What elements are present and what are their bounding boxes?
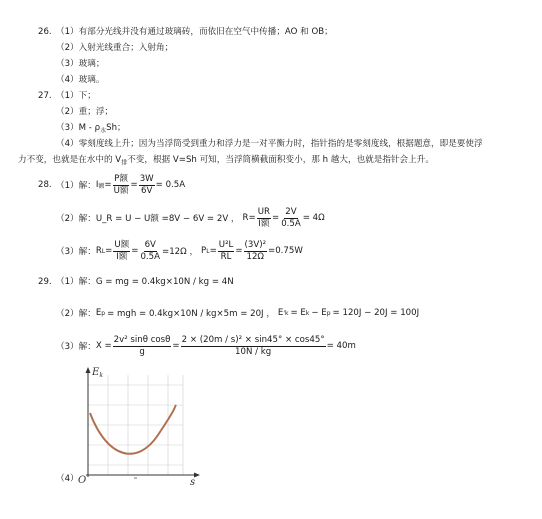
q28-part2: （2）解： U_R = U − U额 =8V − 6V = 2V ， R = $\frac{UR}{\text{I额}}$ = $\frac{2V}{0.5A}$ = 4Ω xyxy=(56,206,325,229)
q28-p1-result: = 0.5A xyxy=(155,180,186,190)
q28-p3-frac1: $\frac{\text{U额}}{\text{I额}}$ xyxy=(114,239,130,262)
q27-line4: （4）零刻度线上升；因为当浮筒受到重力和浮力是一对平衡力时，指针指的是零刻度线，根据题意，即是要使浮 xyxy=(56,139,483,149)
q26-line1: （1）有部分光线并没有通过玻璃砖，而依旧在空气中传播；AO 和 OB； xyxy=(56,27,333,37)
q29-p3-label: （3）解： xyxy=(56,342,96,352)
q28-p2-frac2: $\frac{2V}{0.5A}$ xyxy=(281,206,301,229)
q29-p3-result: = 40m xyxy=(326,341,356,351)
q29-p3-frac1: $\frac{\text{2v² sinθ cosθ}}{g}$ xyxy=(113,334,171,357)
q28-p1-lhs-sub: 额 xyxy=(98,182,105,190)
q29-part4-label: （4） xyxy=(56,474,79,484)
q27-line2: （2）重；浮； xyxy=(56,107,114,117)
q28-p2-text: U_R = U − U额 =8V − 6V = 2V ， xyxy=(95,214,240,224)
y-axis-arrow-icon xyxy=(86,367,91,373)
q26-line2: （2）入射光线重合；入射角； xyxy=(56,43,174,53)
q28-p1-frac1: $\frac{\text{P额}}{\text{U额}}$ xyxy=(113,173,129,196)
q28-p3-label: （3）解： xyxy=(56,247,96,257)
q27-number: 27. xyxy=(38,91,52,101)
q29-p3-frac2: $\frac{\text{2 × (20m / s)² × sin45° × cos45°}}{10N / kg}$ xyxy=(181,334,325,357)
origin-label: O xyxy=(78,475,87,485)
q27-line3-pre: （3）M - ρ xyxy=(56,123,101,133)
q28-number: 28. xyxy=(38,180,52,190)
q26-line4: （4）玻璃。 xyxy=(56,75,105,85)
q27-line3-sub: 水 xyxy=(100,127,107,135)
q27-line3-post: Sh； xyxy=(106,123,126,133)
q27-line3 xyxy=(56,122,126,138)
q28-p2-result: = 4Ω xyxy=(302,213,325,223)
q28-p1-label: （1）解： xyxy=(56,181,96,191)
q29-part1: （1）解：G = mg = 0.4kg×10N / kg = 4N xyxy=(56,277,234,287)
q28-p3-frac3: $\frac{\text{U²L}}{RL}$ xyxy=(218,239,234,262)
q28-part3: （3）解： R L = $\frac{\text{U额}}{\text{I额}}$ = $\frac{6V}{0.5A}$ =12Ω ， P L = $\frac{\text{U²L}}{RL}$ = $\frac{\text{(3V)²}}{12\Omega}$ =0.75W xyxy=(56,239,303,262)
q26-line3: （3）玻璃； xyxy=(56,59,105,69)
q28-p3-frac4: $\frac{\text{(3V)²}}{12\Omega}$ xyxy=(244,239,267,262)
q29-p3-lhs: X = xyxy=(95,341,112,351)
q27-line5-sub: 排 xyxy=(121,159,128,167)
x-axis-label: s xyxy=(190,477,196,485)
ek-s-graph xyxy=(78,365,208,485)
q28-p3-frac2: $\frac{6V}{0.5A}$ xyxy=(140,239,161,262)
ek-curve xyxy=(90,405,176,454)
q28-p2-frac1: $\frac{UR}{\text{I额}}$ xyxy=(257,206,270,229)
q28-p2-label: （2）解： xyxy=(56,214,96,224)
q28-p1-frac2: $\frac{3W}{6V}$ xyxy=(139,173,154,196)
q26-number: 26. xyxy=(38,27,52,37)
y-axis-label: $E_k$ xyxy=(92,367,103,379)
q28-p2-R: R xyxy=(242,213,249,223)
q28-p1-lhs: I xyxy=(95,180,99,190)
q27-line5-pre: 力不变，也就是在水中的 V xyxy=(18,155,122,165)
q28-p3-mid: =12Ω ， xyxy=(162,247,199,257)
q28-part1: （1）解： I 额 = $\frac{\text{P额}}{\text{U额}}$ = $\frac{3W}{6V}$ = 0.5A xyxy=(56,173,186,196)
q29-p2-label: （2）解： xyxy=(56,309,96,319)
q28-p3-P: P xyxy=(201,246,207,256)
q27-line1: （1）下； xyxy=(56,91,96,101)
q29-number: 29. xyxy=(38,277,52,287)
q29-part2: （2）解： E p = mgh = 0.4kg×10N / kg×5m = 20J ， E ' k = E k − E p = 120J − 20J = 100J xyxy=(56,308,420,319)
q27-line5 xyxy=(18,154,434,170)
graph-grid xyxy=(88,375,183,475)
q27-line5-post: 不变，根据 V=Sh 可知，当浮筒横截面积变小，那 h 越大，也就是指针会上升。 xyxy=(127,155,434,165)
q28-p3-lhs: R xyxy=(95,246,102,256)
q29-part3: （3）解： X = $\frac{\text{2v² sinθ cosθ}}{g}$ = $\frac{\text{2 × (20m / s)² × sin45° × cos45°}}{10N / kg}$ = 40m xyxy=(56,334,356,357)
q28-p3-result: =0.75W xyxy=(268,246,303,256)
